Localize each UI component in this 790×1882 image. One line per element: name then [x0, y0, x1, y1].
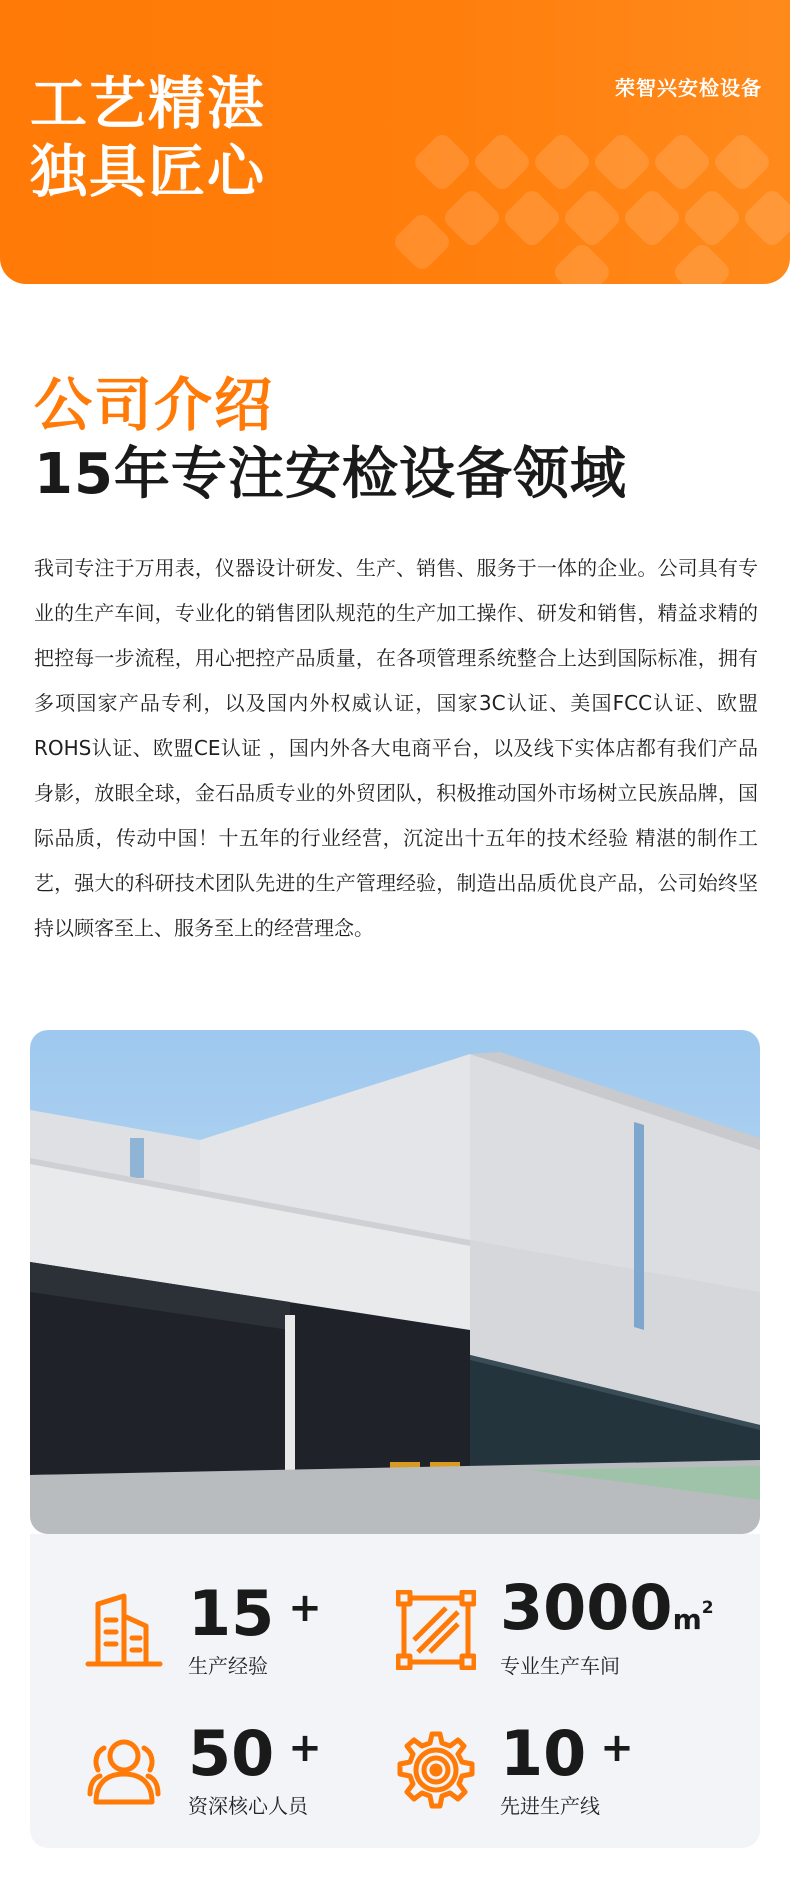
banner-pattern-tile: [621, 187, 683, 249]
people-icon: [84, 1730, 164, 1810]
banner-pattern-tile: [741, 187, 790, 249]
banner-title-line1: 工艺精湛: [30, 71, 266, 137]
banner-pattern-tile: [531, 131, 593, 193]
section-title: 15年专注安检设备领域: [34, 442, 627, 507]
banner-pattern-tile: [711, 131, 773, 193]
factory-building-photo: [30, 1030, 760, 1534]
gear-icon: [396, 1730, 476, 1810]
factory-building-illustration: [30, 1030, 760, 1534]
banner-pattern-tile: [651, 131, 713, 193]
banner-pattern-tile: [411, 131, 473, 193]
banner-pattern-tile: [561, 187, 623, 249]
banner-pattern-tile: [671, 241, 733, 284]
banner-pattern-tile: [551, 241, 613, 284]
banner-pattern-tile: [501, 187, 563, 249]
building-icon: [84, 1590, 164, 1670]
stat-production-lines-value: 10 +: [500, 1717, 634, 1790]
stat-experience-value: 15 +: [188, 1577, 322, 1650]
area-icon: [396, 1590, 476, 1670]
stat-production-lines-label: 先进生产线: [500, 1794, 600, 1818]
section-kicker: 公司介绍: [34, 371, 275, 439]
stat-workshop-area-value: $3000m^2$: [500, 1571, 714, 1644]
brand-name: 荣智兴安检设备: [615, 76, 762, 100]
stat-workshop-area-label: 专业生产车间: [500, 1654, 620, 1678]
stat-experience-label: 生产经验: [188, 1654, 268, 1678]
banner-pattern-tile: [391, 211, 453, 273]
header-banner: [0, 0, 790, 284]
stats-panel: [30, 1534, 760, 1848]
banner-pattern-tile: [471, 131, 533, 193]
banner-pattern-tile: [441, 187, 503, 249]
stat-core-staff-label: 资深核心人员: [188, 1794, 308, 1818]
company-intro-text: 我司专注于万用表，仪器设计研发、生产、销售、服务于一体的企业。公司具有专业的生产车间，专业化的销售团队规范的生产加工操作、研发和销售，精益求精的把控每一步流程，用心把控产品质量，在各项管理系统整合上达到国际标准，拥有多项国家产品专利，以及国内外权威认证，国家3C认证、美国FCC认证、欧盟ROHS认证、欧盟CE认证 ，国内外各大电商平台，以及线下实体店都有我们产品身影，放眼全球，金石品质专业的外贸团队，积极推动国外市场树立民族品牌，国际品质，传动中国！十五年的行业经营，沉淀出十五年的技术经验 精湛的制作工艺，强大的科研技术团队先进的生产管理经验，制造出品质优良产品，公司始终坚持以顾客至上、服务至上的经营理念。: [34, 556, 758, 940]
banner-title-line2: 独具匠心: [30, 139, 266, 205]
banner-pattern-tile: [681, 187, 743, 249]
banner-pattern-tile: [591, 131, 653, 193]
banner-title: [30, 70, 266, 206]
stat-core-staff-value: 50 +: [188, 1717, 322, 1790]
